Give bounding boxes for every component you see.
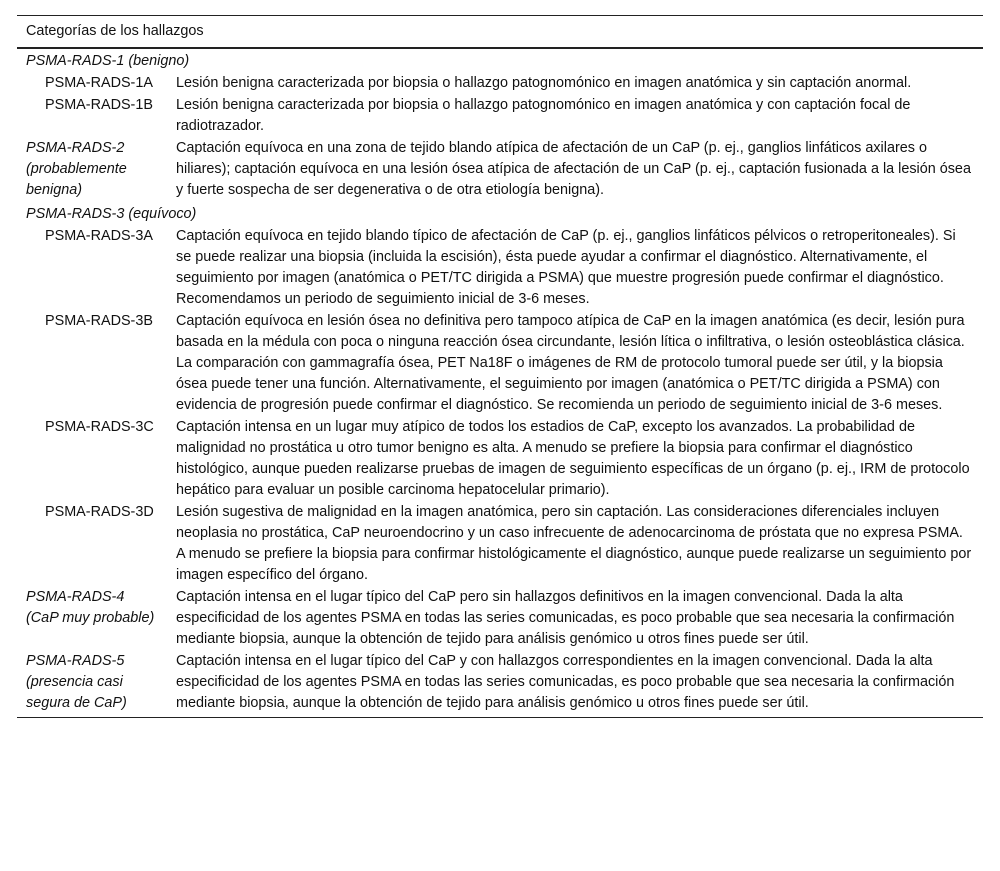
category-description: Lesión benigna caracterizada por biopsia o hallazgo patognomónico en imagen anatómica y sin captación anormal. bbox=[176, 75, 912, 91]
category-description: Captación intensa en el lugar típico del CaP pero sin hallazgos definitivos en la imagen convencional. Dada la alta especificidad de los agentes PSMA en todas las series comunicadas, es poco probable que sea necesaria la confirmación mediante biopsia, aunque la obtención de tejido para análisis genómico u otros fines puede ser útil. bbox=[176, 589, 955, 647]
table-header-row bbox=[17, 16, 983, 49]
table-row bbox=[17, 311, 983, 417]
category-description: Captación intensa en un lugar muy atípico de todos los estadios de CaP, excepto los avanzados. La probabilidad de malignidad no prostática u otro tumor benigno es alta. A menudo se prefiere la biopsia para confirmar el diagnóstico histológico, aunque pueden realizarse pruebas de imagen de seguimiento específicas de un órgano (p. ej., IRM de protocolo hepático para evaluar un posible carcinoma hepatocelular primario). bbox=[176, 419, 970, 498]
group-label: PSMA-RADS-3 (equívoco) bbox=[26, 206, 197, 222]
table-row bbox=[17, 138, 983, 202]
category-description: Captación equívoca en lesión ósea no definitiva pero tampoco atípica de CaP en la imagen anatómica (es decir, lesión pura basada en la médula con poca o ninguna reacción ósea circundante, lesión lítica o infiltrativa, o lesión osteoblástica clásica. La comparación con gammagrafía ósea, PET Na18F o imágenes de RM de protocolo tumoral puede ser útil, y la biopsia ósea puede tener una función. Alternativamente, el seguimiento por imagen (anatómica o PET/TC dirigida a PSMA) con evidencia de progresión puede confirmar el diagnóstico. Se recomienda un periodo de seguimiento inicial de 3-6 meses. bbox=[176, 313, 965, 413]
category-label: PSMA-RADS-5 (presencia casi segura de CaP) bbox=[17, 651, 167, 718]
category-label: PSMA-RADS-3D bbox=[45, 504, 154, 520]
table-row bbox=[17, 73, 983, 95]
category-label: PSMA-RADS-3C bbox=[45, 419, 154, 435]
category-label: PSMA-RADS-3A bbox=[45, 228, 153, 244]
category-description: Captación equívoca en tejido blando típico de afectación de CaP (p. ej., ganglios linfáticos pélvicos o retroperitoneales). Si se puede realizar una biopsia (incluida la escisión), ésta puede ayudar a confirmar el diagnóstico. Alternativamente, el seguimiento por imagen (anatómica o PET/TC dirigida a PSMA) que muestre progresión puede confirmar el diagnóstico. Recomendamos un periodo de seguimiento inicial de 3-6 meses. bbox=[176, 228, 956, 307]
category-label: PSMA-RADS-1A bbox=[45, 75, 153, 91]
category-description: Lesión sugestiva de malignidad en la imagen anatómica, pero sin captación. Las consideraciones diferenciales incluyen neoplasia no prostática, CaP neuroendocrino y un caso infrecuente de adenocarcinoma de próstata que no expresa PSMA. A menudo se prefiere la biopsia para confirmar histológicamente el diagnóstico, aunque puede realizarse un seguimiento por imagen específico del órgano. bbox=[176, 504, 972, 583]
category-label: PSMA-RADS-2 (probablemente benigna) bbox=[26, 140, 127, 198]
category-label: PSMA-RADS-3B bbox=[45, 313, 153, 329]
findings-categories-table bbox=[17, 15, 983, 718]
category-label: PSMA-RADS-4 (CaP muy probable) bbox=[26, 589, 155, 626]
table-header: Categorías de los hallazgos bbox=[17, 16, 983, 49]
category-description: Lesión benigna caracterizada por biopsia o hallazgo patognomónico en imagen anatómica y con captación focal de radiotrazador. bbox=[176, 97, 911, 134]
table-row bbox=[17, 502, 983, 587]
category-description: Captación intensa en el lugar típico del CaP y con hallazgos correspondientes en la imagen convencional. Dada la alta especificidad de los agentes PSMA en todas las series comunicadas, es poco probable que sea necesaria la confirmación mediante biopsia, aunque la obtención de tejido para análisis genómico u otros fines puede ser útil. bbox=[167, 651, 983, 718]
table-body bbox=[17, 48, 983, 718]
table-row bbox=[17, 587, 983, 651]
table-row bbox=[17, 95, 983, 138]
table-group-row bbox=[17, 202, 983, 226]
table-row bbox=[17, 417, 983, 502]
table-row bbox=[17, 226, 983, 311]
category-label: PSMA-RADS-1B bbox=[45, 97, 153, 113]
table-row bbox=[17, 651, 983, 718]
table-group-row bbox=[17, 48, 983, 73]
category-description: Captación equívoca en una zona de tejido blando atípica de afectación de un CaP (p. ej., ganglios linfáticos axilares o hiliares); captación equívoca en una lesión ósea atípica de afectación de un CaP (p. ej., captación fusionada a la lesión ósea y fuerte sospecha de ser degenerativa o de otra etiología benigna). bbox=[176, 140, 971, 198]
group-label: PSMA-RADS-1 (benigno) bbox=[26, 53, 190, 69]
